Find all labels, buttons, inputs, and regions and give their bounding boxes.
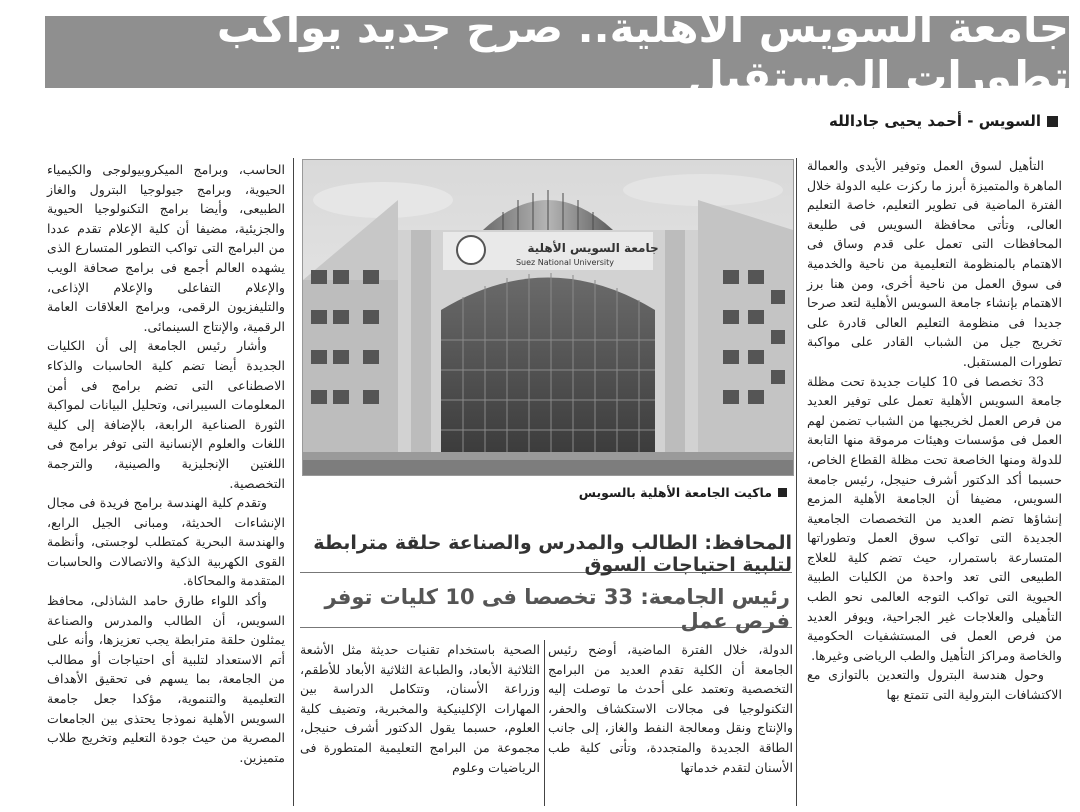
byline [829, 112, 1058, 130]
subheadline-president: رئيس الجامعة: 33 تخصصا فى 10 كليات توفر فرص عمل [324, 585, 790, 633]
byline-text: السويس - أحمد يحيى جادالله [829, 112, 1041, 130]
photo-caption-text: ماكيت الجامعة الأهلية بالسويس [578, 485, 772, 500]
paragraph: وحول هندسة البترول والتعدين بالتوازى مع الاكتشافات البترولية التى تتمتع بها [807, 667, 1062, 703]
photo-caption [579, 485, 787, 500]
paragraph: وأكد اللواء طارق حامد الشاذلى، محافظ السويس، أن الطالب والمدرس والصناعة يمثلون حلقة مترابطة يجب تعزيزها، وأنه على أتم الاستعداد لتلبية أى احتياجات أو مطالب من الجامعة، بما يسهم فى تحقيق الأهداف التعليمية والتنموية، مؤكدا جعل جامعة السويس الأهلية نموذجا يحتذى بين الجامعات المصرية من حيث جودة التعليم وتخريج طلاب متميزين. [47, 593, 285, 765]
building-illustration [303, 160, 793, 475]
paragraph: الحاسب، وبرامج الميكروبيولوجى والكيمياء الحيوية، وبرامج جيولوجيا البترول والغاز الطبيعى، وأيضا برامج التكنولوجيا الحيوية والجزيئية، مضيفا أن كلية الإعلام تقدم عددا من البرامج التى تواكب التطور المتسارع الذى يشهده العالم أجمع فى برامج صحافة الويب والإعلام التفاعلى والإعلام الإذاعى، والتليفزيون الرقمى، وبرامج العلاقات العامة الرقمية، والإنتاج السينمائى. [47, 162, 285, 334]
paragraph: 33 تخصصا فى 10 كليات جديدة تحت مظلة جامعة السويس الأهلية تعمل على توفير العديد من فرص العمل لخريجيها من الشباب تضمن لهم العمل فى مؤسسات وهيئات مرموقة منها التابعة للدولة ومنها الخاصعة تحت مظلة القطاع الخاص، حسبما أكد الدكتور أشرف حنيجل، رئيس جامعة السويس، مضيفا أن الجامعة الأهلية المزمع إنشاؤها تضم العديد من التخصصات الجامعية الجديدة التى تواكب سوق العمل وتطوراتها المتسارعة باستمرار، حيث تضم كلية للعلاج الطبيعى التى تعد واحدة من الكليات الطبية الحيوية التى تواكب التوجه العالمى نحو الطب التأهيلى والعلاجات غير الجراحية، ويوفر العديد من فرص العمل فى المستشفيات الحكومية والخاصة ومراكز التأهيل والطب الرياضى وغيرها. [807, 373, 1062, 663]
subheadline-governor: المحافظ: الطالب والمدرس والصناعة حلقة مترابطة لتلبية احتياجات السوق [313, 532, 792, 576]
paragraph: الدولة، خلال الفترة الماضية، أوضح رئيس الجامعة أن الكلية تقدم العديد من البرامج التخصصية وتعتمد على أحدث ما توصلت إليه التكنولوجيا فى مجالات الاستكشاف والحفر، والإنتاج ونقل ومعالجة النفط والغاز، إلى جانب الطاقة الجديدة والمتجددة، وتأتى كلية طب الأسنان لتقدم خدماتها [548, 642, 793, 775]
article-column-middle-right [548, 640, 793, 810]
bullet-square-icon [778, 488, 787, 497]
photo-sign-english: Suez National University [515, 258, 615, 267]
article-column-right [807, 156, 1062, 806]
paragraph: وتقدم كلية الهندسة برامج فريدة فى مجال الإنشاءات الحديثة، ومبانى الجيل الرابع، والهندسة البحرية كمتطلب لوجستى، وأنظمة القوى الكهربية الذكية والاتصالات والحاسبات المتقدمة والمحاكاة. [47, 495, 285, 589]
paragraph: التأهيل لسوق العمل وتوفير الأيدى والعمالة الماهرة والمتميزة أبرز ما ركزت عليه الدولة خلال الفترة الماضية فى تطوير التعليم، خاصة التعليم العالى، وتأتى محافظة السويس فى طليعة المحافظات التى تعمل على قدم وساق فى الاهتمام بالمنظومة التعليمية من ناحية والخدمية فى سوق العمل من ناحية أخرى، ومن هنا برز الاهتمام بإنشاء جامعة السويس الأهلية لتعد صرحا جديدا فى منظومة التعليم العالى قادرة على تخريج جيل من الشباب القادر على مواكبة تطورات المستقبل. [807, 158, 1062, 369]
article-column-middle-left [300, 640, 540, 810]
column-rule [293, 158, 294, 806]
university-photo [302, 159, 794, 476]
photo-sign-arabic: جامعة السويس الأهلية [527, 241, 659, 255]
headline: جامعة السويس الأهلية.. صرح جديد يواكب تطورات المستقبل [216, 3, 1069, 101]
article-column-left [47, 160, 285, 805]
paragraph: وأشار رئيس الجامعة إلى أن الكليات الجديدة أيضا تضم كلية الحاسبات والذكاء الاصطناعى التى تضم برامج فى أمن المعلومات السيبرانى، وتحليل البيانات لمواكبة الثورة الصناعية الرابعة، بالإضافة إلى كلية اللغات والعلوم الإنسانية التى توفر برامج فى اللغتين الإنجليزية والصينية، والترجمة التخصصية. [47, 338, 285, 491]
paragraph: الصحية باستخدام تقنيات حديثة مثل الأشعة الثلاثية الأبعاد، والطباعة الثلاثية الأبعاد للأطقم، وزراعة الأسنان، وتتكامل الدراسة بين المهارات الإكلينيكية والمخبرية، وتضيف كلية العلوم، حسبما يقول الدكتور أشرف حنيجل، مجموعة من البرامج التعليمية المتطورة فى الرياضيات وعلوم [300, 642, 540, 775]
headline-banner [45, 3, 1069, 101]
university-logo-icon [457, 236, 485, 264]
column-rule [544, 640, 545, 806]
bullet-square-icon [1047, 116, 1058, 127]
column-rule [796, 158, 797, 806]
